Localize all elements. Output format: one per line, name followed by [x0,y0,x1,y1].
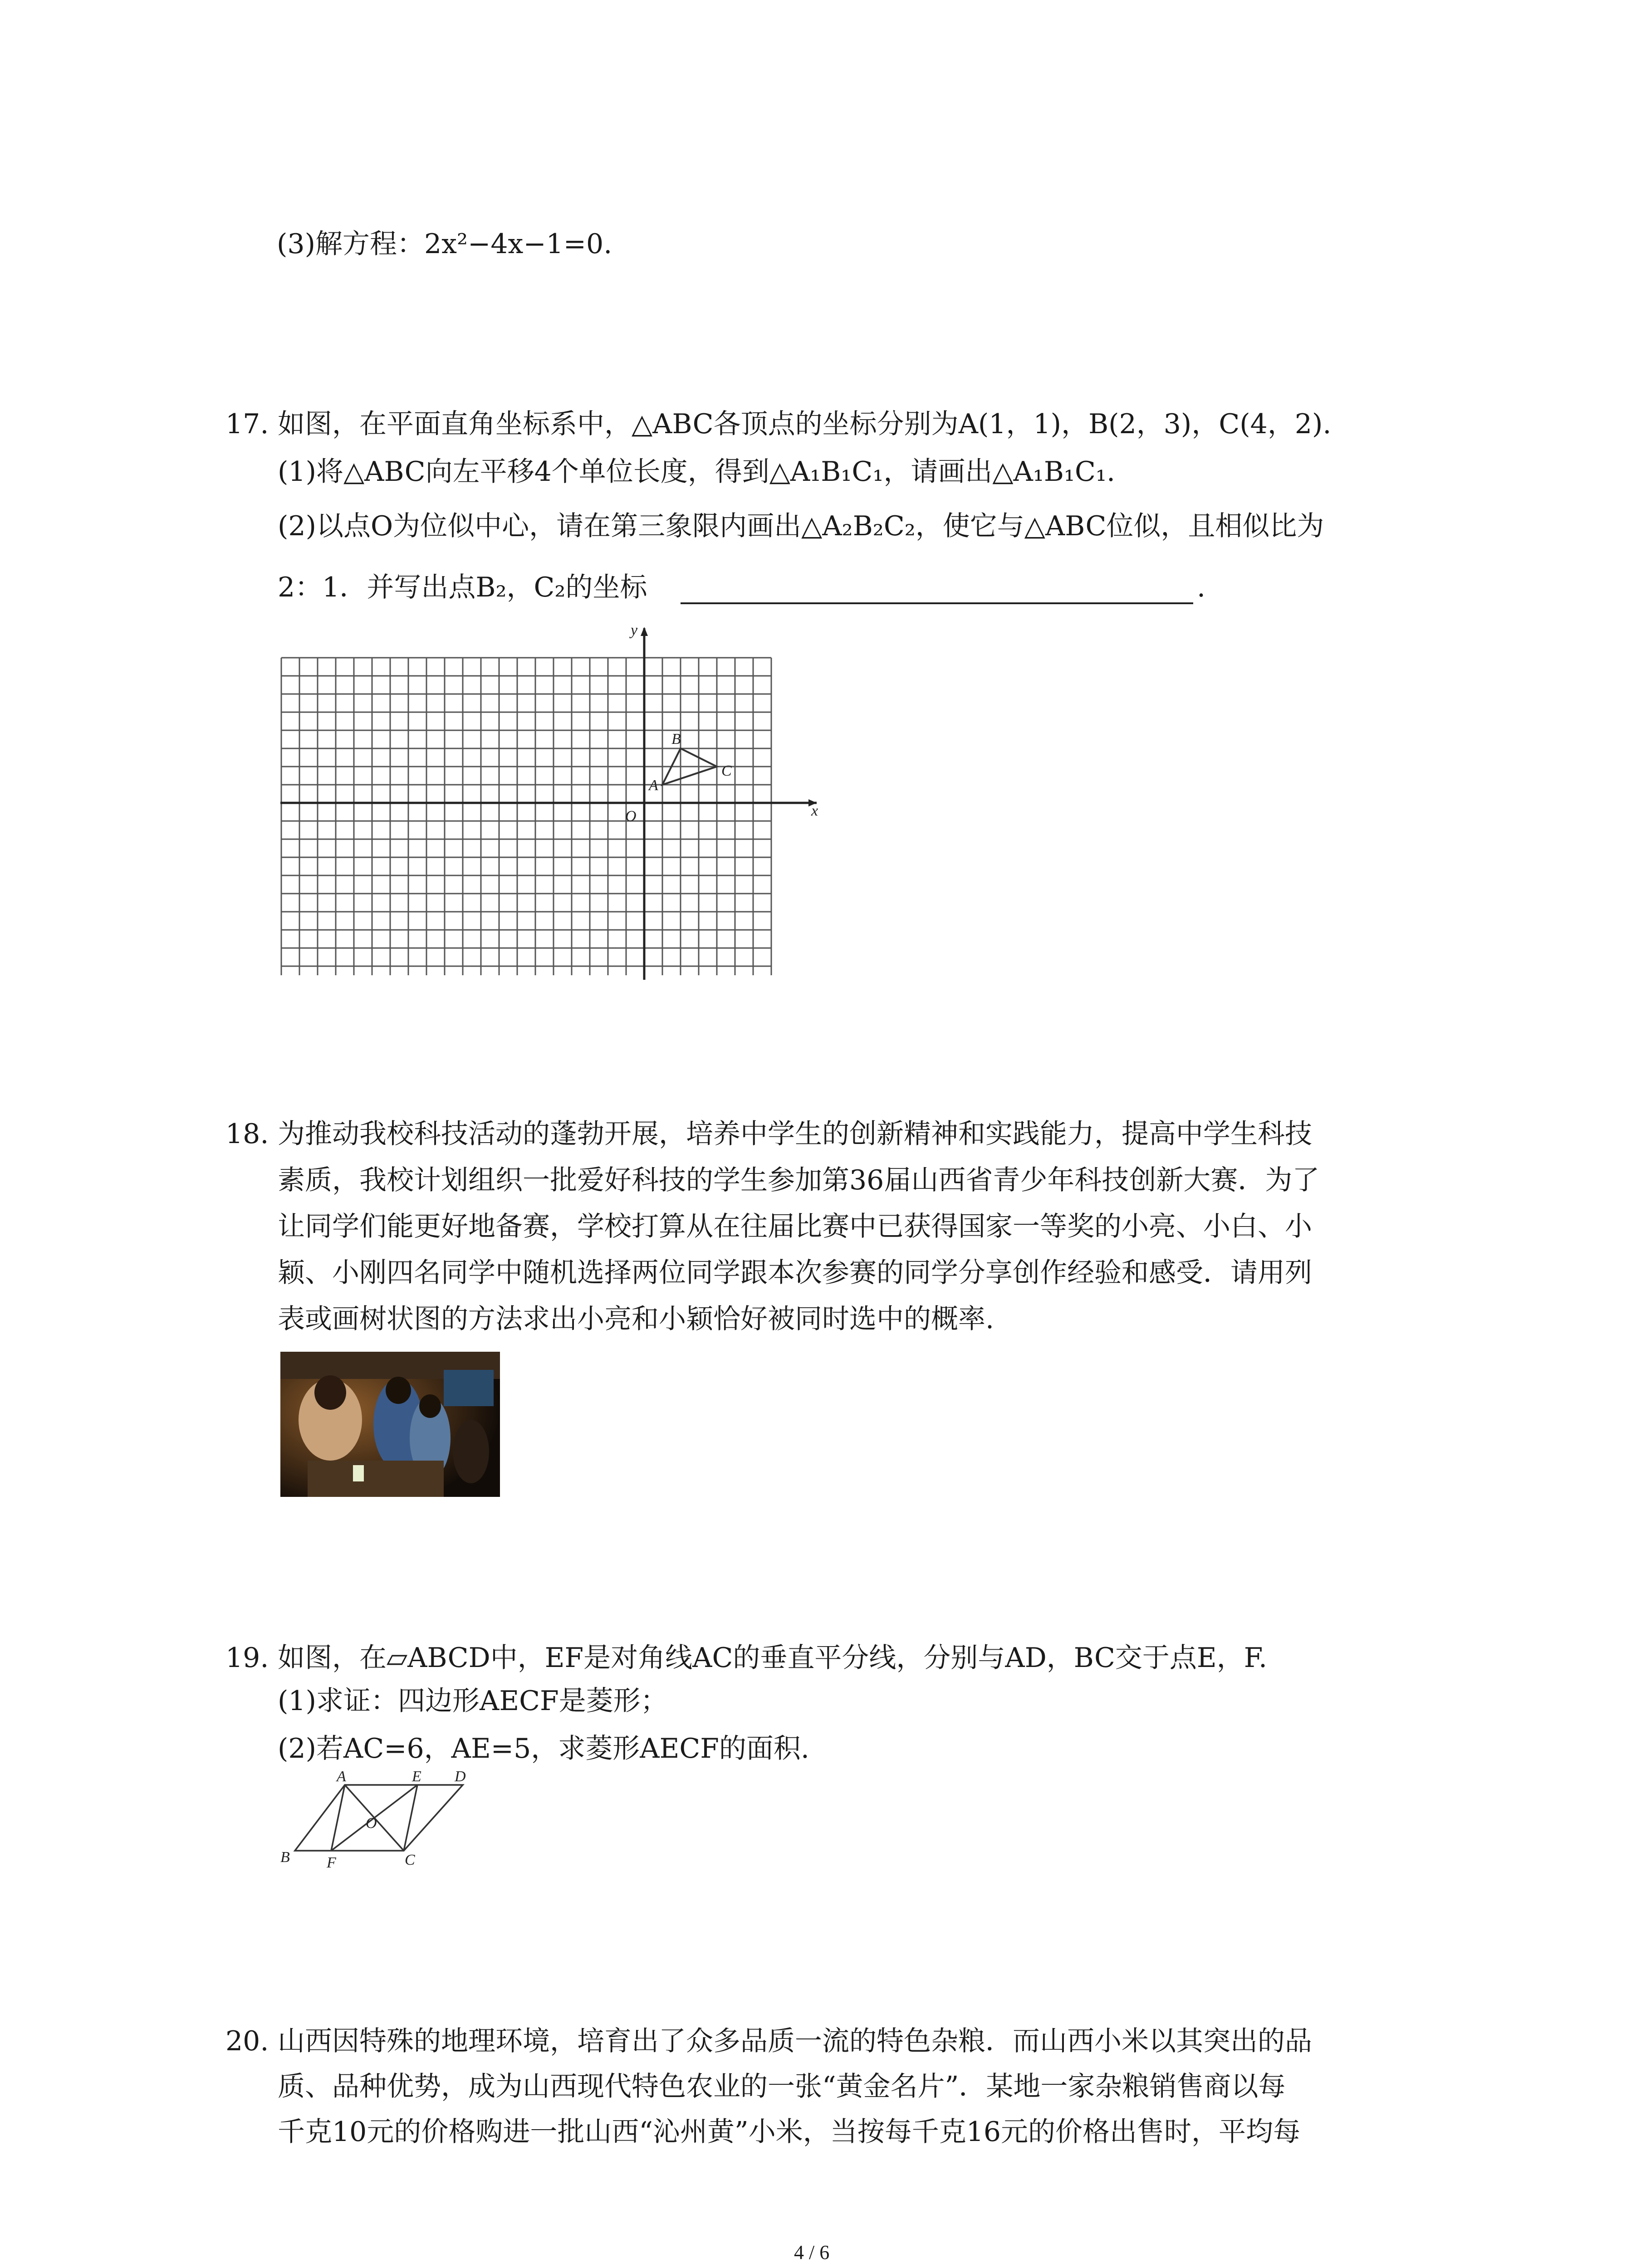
q18-line3: 让同学们能更好地备赛，学校打算从在往届比赛中已获得国家一等奖的小亮、小白、小 [278,1211,1312,1242]
coordinate-grid-figure [272,621,844,984]
point-o-label: O [366,1815,377,1832]
science-fair-photo [280,1352,500,1497]
parallelogram-figure [277,1771,485,1880]
q18-line1: 为推动我校科技活动的蓬勃开展，培养中学生的创新精神和实践能力，提高中学生科技 [278,1118,1312,1150]
q17-number: 17. [225,408,269,440]
q19-line3: (2)若AC=6，AE=5，求菱形AECF的面积. [278,1733,809,1765]
q20-line3: 千克10元的价格购进一批山西“沁州黄”小米，当按每千克16元的价格出售时，平均每 [278,2116,1301,2148]
page-number: 4 / 6 [794,2241,830,2263]
q20-number: 20. [225,2025,269,2057]
x-axis-label: x [811,802,818,819]
q18-line4: 颖、小刚四名同学中随机选择两位同学跟本次参赛的同学分享创作经验和感受．请用列 [278,1257,1312,1289]
grid-lines [281,658,771,975]
segment-ec [404,1785,417,1851]
q17-line4: 2：1．并写出点B₂，C₂的坐标 [278,572,647,603]
point-e-label: E [412,1771,421,1785]
point-b-label: B [280,1849,290,1866]
parallelogram-abcd [295,1785,463,1851]
point-a-label: A [337,1771,346,1785]
point-f-label: F [327,1854,336,1871]
y-axis-label: y [631,622,638,639]
q17-line3: (2)以点O为位似中心，请在第三象限内画出△A₂B₂C₂，使它与△ABC位似，且相似比为 [278,510,1324,542]
point-c-label: C [405,1852,415,1868]
q16-part3: (3)解方程：2x²−4x−1=0. [277,228,612,260]
q20-line2: 质、品种优势，成为山西现代特色农业的一张“黄金名片”．某地一家杂粮销售商以每 [278,2071,1286,2102]
point-c-label: C [721,763,732,779]
point-a-label: A [649,777,658,794]
point-b-label: B [671,731,681,748]
y-axis-arrow [641,627,648,636]
q17-line1: 如图，在平面直角坐标系中，△ABC各顶点的坐标分别为A(1，1)，B(2，3)，C(4，2). [278,408,1332,440]
q17-line2: (1)将△ABC向左平移4个单位长度，得到△A₁B₁C₁，请画出△A₁B₁C₁. [278,456,1116,488]
origin-label: O [625,808,637,825]
q17-answer-blank[interactable] [681,572,1193,604]
q20-line1: 山西因特殊的地理环境，培育出了众多品质一流的特色杂粮．而山西小米以其突出的品 [278,2025,1312,2057]
q18-line2: 素质，我校计划组织一批爱好科技的学生参加第36届山西省青少年科技创新大赛．为了 [278,1164,1320,1196]
q19-line1: 如图，在▱ABCD中，EF是对角线AC的垂直平分线，分别与AD，BC交于点E，F. [278,1642,1268,1674]
point-d-label: D [455,1771,466,1785]
q19-line2: (1)求证：四边形AECF是菱形； [278,1685,668,1717]
q18-line5: 表或画树状图的方法求出小亮和小颖恰好被同时选中的概率. [278,1303,994,1335]
q17-line4-end: . [1197,572,1206,603]
q19-number: 19. [225,1642,269,1674]
q18-number: 18. [225,1118,269,1150]
